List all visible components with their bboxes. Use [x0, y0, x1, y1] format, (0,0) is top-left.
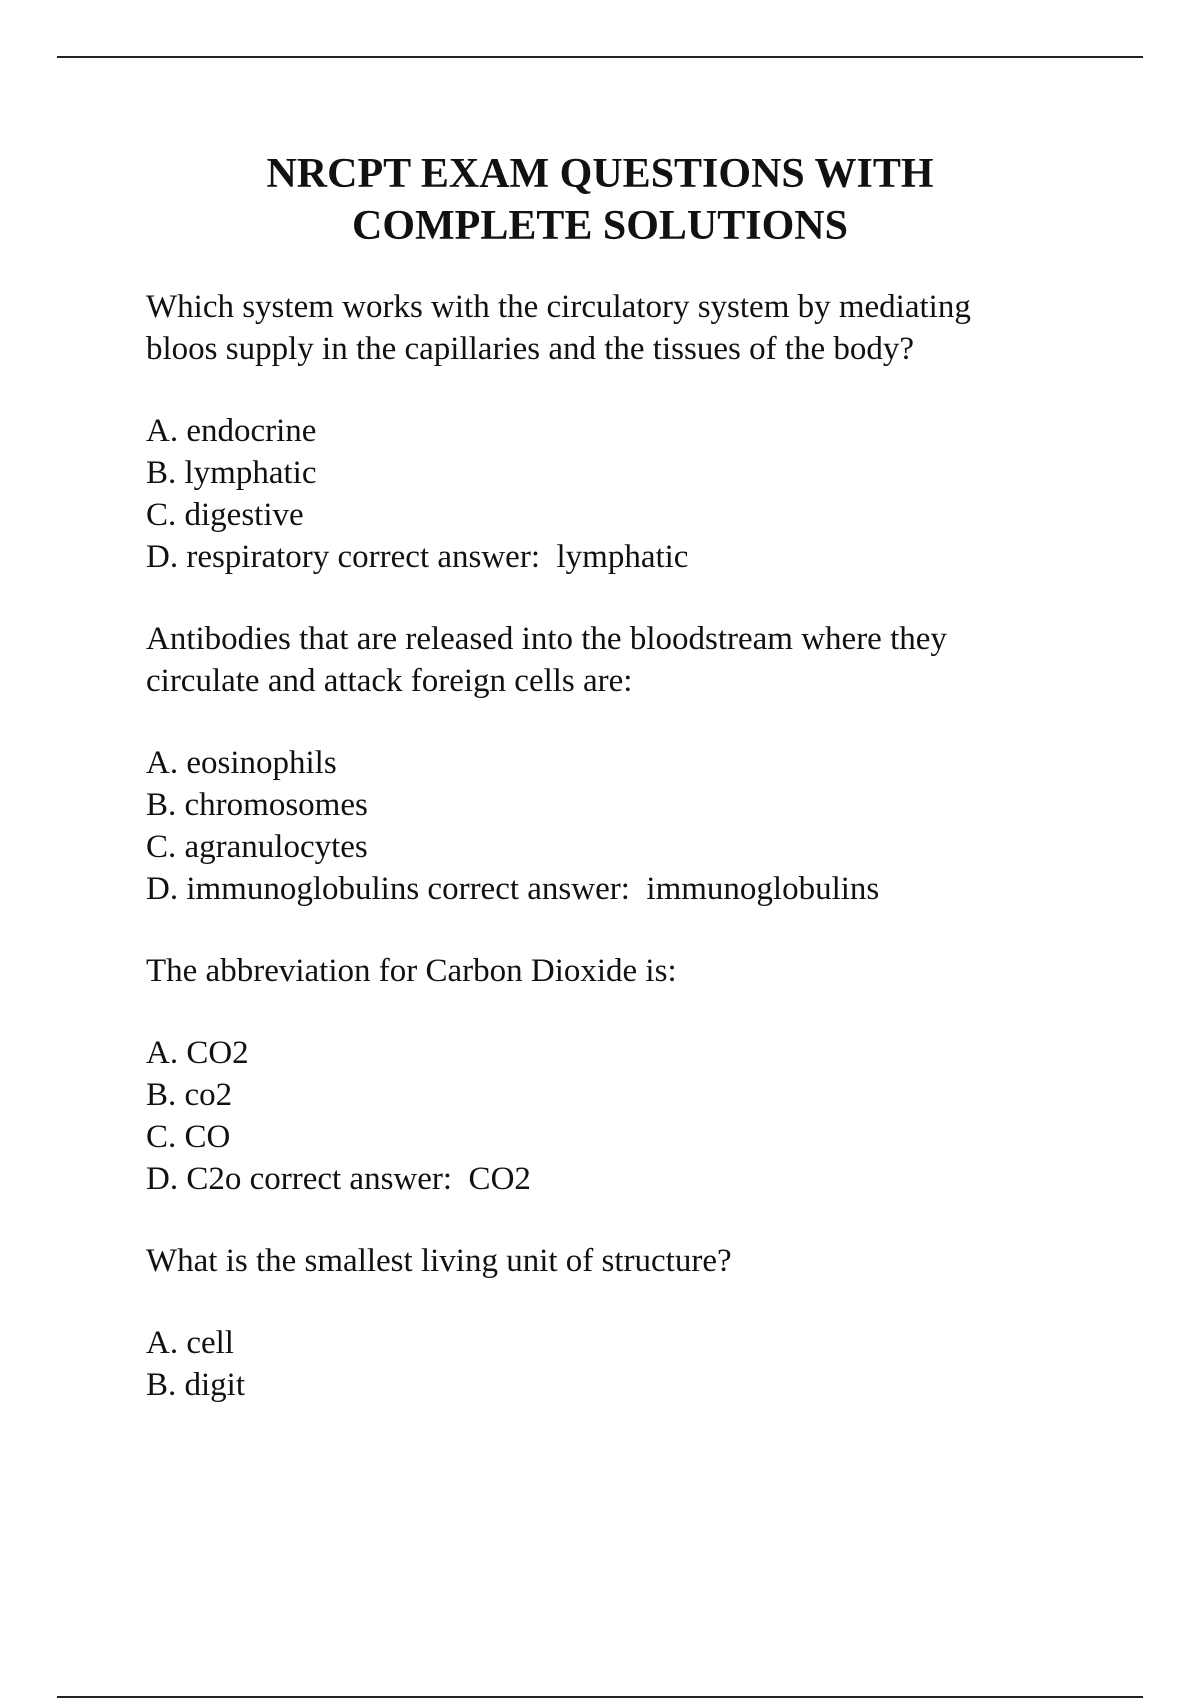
- option-b: B. chromosomes: [146, 787, 368, 823]
- option-c: C. digestive: [146, 497, 304, 533]
- question-3: [146, 950, 1146, 1200]
- header-rule: [57, 56, 1143, 58]
- option-b: B. digit: [146, 1367, 246, 1403]
- question-2: [146, 618, 1146, 910]
- option-a: A. eosinophils: [146, 745, 337, 781]
- answer-options: [146, 1032, 1146, 1200]
- option-d-with-answer: D. immunoglobulins correct answer: immunoglobulins: [146, 871, 880, 907]
- question-line: bloos supply in the capillaries and the tissues of the body?: [146, 331, 915, 367]
- option-b: B. co2: [146, 1077, 233, 1113]
- answer-options: [146, 410, 1146, 578]
- option-b: B. lymphatic: [146, 455, 317, 491]
- question-text: [146, 286, 1146, 370]
- footer-rule: [57, 1696, 1143, 1698]
- document-body: [146, 286, 1146, 1446]
- question-text: [146, 1240, 1146, 1282]
- option-d-with-answer: D. respiratory correct answer: lymphatic: [146, 539, 689, 575]
- question-text: [146, 618, 1146, 702]
- answer-options: [146, 742, 1146, 910]
- title-line-2: COMPLETE SOLUTIONS: [352, 203, 848, 249]
- title-line-1: NRCPT EXAM QUESTIONS WITH: [266, 151, 934, 197]
- question-line: circulate and attack foreign cells are:: [146, 663, 633, 699]
- question-text: [146, 950, 1146, 992]
- option-a: A. endocrine: [146, 413, 317, 449]
- option-d-with-answer: D. C2o correct answer: CO2: [146, 1161, 531, 1197]
- question-line: Which system works with the circulatory system by mediating: [146, 289, 971, 325]
- document-title: [0, 148, 1200, 252]
- question-line: What is the smallest living unit of structure?: [146, 1243, 732, 1279]
- answer-options: [146, 1322, 1146, 1406]
- option-a: A. CO2: [146, 1035, 249, 1071]
- question-line: Antibodies that are released into the bloodstream where they: [146, 621, 947, 657]
- option-a: A. cell: [146, 1325, 234, 1361]
- question-1: [146, 286, 1146, 578]
- option-c: C. agranulocytes: [146, 829, 368, 865]
- option-c: C. CO: [146, 1119, 231, 1155]
- question-4: [146, 1240, 1146, 1406]
- question-line: The abbreviation for Carbon Dioxide is:: [146, 953, 677, 989]
